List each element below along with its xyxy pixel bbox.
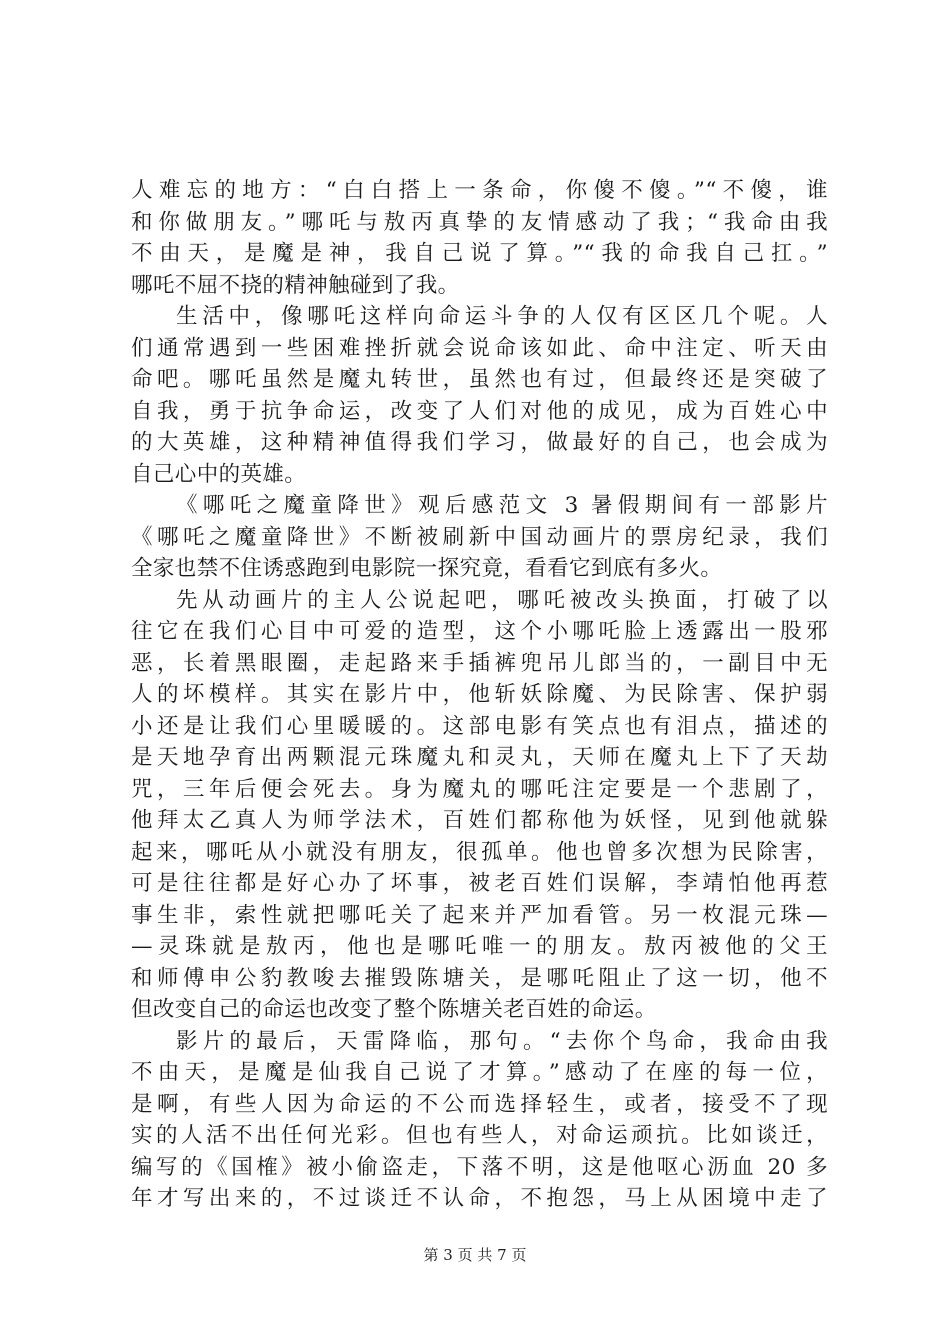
text-line: 事生非，索性就把哪吒关了起来并严加看管。另一枚混元珠—	[131, 902, 828, 928]
text-line: 是啊，有些人因为命运的不公而选择轻生，或者，接受不了现	[131, 1091, 828, 1117]
text-line: 《哪吒之魔童降世》观后感范文 3 暑假期间有一部影片	[176, 493, 828, 518]
text-line: 和你做朋友。”哪吒与敖丙真挚的友情感动了我；“我命由我	[131, 209, 828, 235]
text-line: 不由天，是魔是神，我自己说了算。”“我的命我自己扛。”	[131, 241, 828, 266]
text-line: 编写的《国榷》被小偷盗走，下落不明，这是他呕心沥血 20 多	[131, 1154, 828, 1180]
text-line: 小还是让我们心里暖暖的。这部电影有笑点也有泪点，描述的	[131, 713, 828, 739]
text-line: 和师傅申公豹教唆去摧毁陈塘关，是哪吒阻止了这一切，他不	[131, 965, 828, 991]
text-line: 先从动画片的主人公说起吧，哪吒被改头换面，打破了以	[176, 587, 828, 613]
text-line: 哪吒不屈不挠的精神触碰到了我。	[131, 272, 460, 298]
text-line: 不由天，是魔是仙我自己说了才算。”感动了在座的每一位，	[131, 1060, 828, 1085]
text-line: 实的人活不出任何光彩。但也有些人，对命运顽抗。比如谈迁，	[131, 1123, 828, 1148]
text-line: 人的坏模样。其实在影片中，他斩妖除魔、为民除害、保护弱	[131, 682, 828, 707]
text-line: 自己心中的英雄。	[131, 461, 307, 487]
text-line: —灵珠就是敖丙，他也是哪吒唯一的朋友。敖丙被他的父王	[131, 934, 828, 959]
body-text	[131, 175, 828, 1215]
text-line: 他拜太乙真人为师学法术，百姓们都称他为妖怪，见到他就躲	[131, 808, 828, 833]
text-line: 自我，勇于抗争命运，改变了人们对他的成见，成为百姓心中	[131, 398, 828, 424]
text-line: 影片的最后，天雷降临，那句。“去你个鸟命，我命由我	[176, 1028, 828, 1054]
text-line: 命吧。哪吒虽然是魔丸转世，虽然也有过，但最终还是突破了	[131, 367, 828, 392]
text-line: 是天地孕育出两颗混元珠魔丸和灵丸，天师在魔丸上下了天劫	[131, 745, 828, 770]
text-line: 往它在我们心目中可爱的造型，这个小哪吒脸上透露出一股邪	[131, 619, 828, 644]
text-line: 但改变自己的命运也改变了整个陈塘关老百姓的命运。	[131, 997, 657, 1022]
text-line: 的大英雄，这种精神值得我们学习，做最好的自己，也会成为	[131, 430, 828, 455]
text-line: 人难忘的地方：“白白搭上一条命，你傻不傻。”“不傻，谁	[131, 178, 828, 203]
text-line: 们通常遇到一些困难挫折就会说命该如此、命中注定、听天由	[131, 335, 828, 361]
text-line: 起来，哪吒从小就没有朋友，很孤单。他也曾多次想为民除害，	[131, 839, 828, 865]
text-line: 全家也禁不住诱惑跑到电影院一探究竟，看看它到底有多火。	[131, 556, 723, 581]
text-line: 年才写出来的，不过谈迁不认命，不抱怨，马上从困境中走了	[131, 1186, 828, 1211]
page-footer: 第 3 页 共 7 页	[423, 1246, 527, 1264]
text-line: 可是往往都是好心办了坏事，被老百姓们误解，李靖怕他再惹	[131, 871, 828, 896]
text-line: 生活中，像哪吒这样向命运斗争的人仅有区区几个呢。人	[176, 304, 828, 329]
text-line: 恶，长着黑眼圈，走起路来手插裤兜吊儿郎当的，一副目中无	[131, 650, 828, 676]
text-line: 《哪吒之魔童降世》不断被刷新中国动画片的票房纪录，我们	[131, 524, 828, 550]
text-line: 咒，三年后便会死去。身为魔丸的哪吒注定要是一个悲剧了，	[131, 776, 828, 802]
